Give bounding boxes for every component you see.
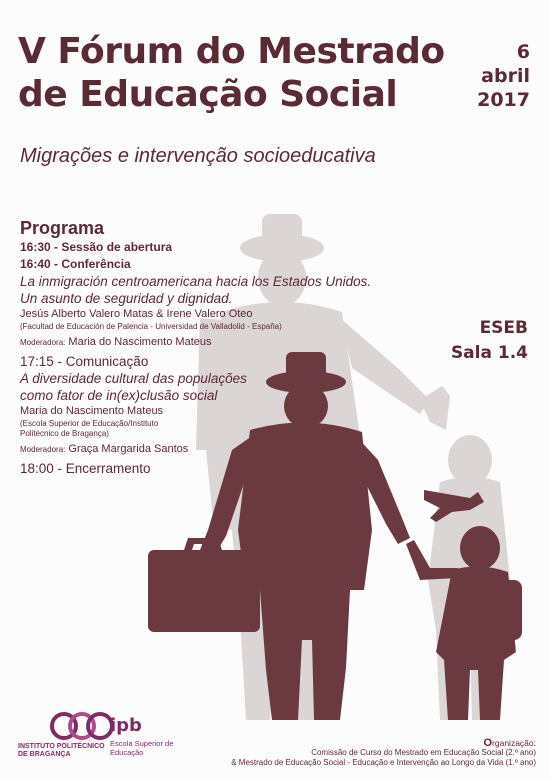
conference-title-line-1: La inmigración centroamericana hacia los Estados Unidos. bbox=[20, 274, 372, 289]
communication-title-line-2: como fator de in(ex)clusão social bbox=[20, 388, 218, 403]
conference-affiliation: (Facultad de Educación de Palencia - Universidad de Valladolid - España) bbox=[20, 322, 282, 331]
date-month: abril bbox=[481, 65, 530, 87]
program-item-opening: 16:30 - Sessão de abertura bbox=[20, 240, 173, 254]
organization-line-1: Comissão de Curso do Mestrado em Educação Social (2.º ano) bbox=[311, 748, 536, 757]
ipb-logo bbox=[18, 710, 208, 760]
organization-line-2: & Mestrado de Educação Social - Educação e Intervenção ao Longo da Vida (1.º ano) bbox=[231, 758, 536, 767]
communication-affiliation-line-2: Politécnico de Bragança) bbox=[20, 429, 109, 438]
conference-moderator bbox=[20, 335, 420, 350]
organization-credits bbox=[231, 738, 536, 768]
program-heading: Programa bbox=[20, 218, 105, 238]
logo-school-name: Escola Superior de Educação bbox=[110, 739, 174, 757]
logo-acronym: ipb bbox=[110, 715, 142, 736]
date-day: 6 bbox=[516, 41, 530, 63]
program-item-conference: 16:40 - Conferência bbox=[20, 257, 131, 271]
conference-moderator-name: Maria do Nascimento Mateus bbox=[68, 336, 212, 348]
title-line-2: de Educação Social bbox=[18, 74, 398, 115]
communication-moderator bbox=[20, 442, 420, 457]
conference-speakers: Jesús Alberto Valero Matas & Irene Valero Oteo bbox=[20, 308, 253, 320]
logo-institute-line-2: DE BRAGANÇA bbox=[18, 751, 71, 758]
poster-subtitle: Migrações e intervenção socioeducativa bbox=[20, 145, 376, 167]
communication-moderator-name: Graça Margarida Santos bbox=[68, 443, 189, 455]
organization-heading-rest: rganização: bbox=[492, 738, 536, 748]
venue-room: Sala 1.4 bbox=[450, 343, 528, 363]
event-venue bbox=[451, 316, 528, 366]
poster-title bbox=[18, 30, 445, 116]
date-year: 2017 bbox=[477, 89, 530, 111]
organization-heading-initial: O bbox=[483, 737, 493, 749]
program-item-communication: 17:15 - Comunicação bbox=[20, 354, 149, 369]
event-date bbox=[477, 40, 530, 112]
communication-title-line-1: A diversidade cultural das populações bbox=[20, 371, 247, 386]
conference-moderator-label: Moderadora: bbox=[20, 338, 66, 347]
organization-heading bbox=[231, 738, 536, 748]
venue-building: ESEB bbox=[479, 318, 528, 338]
title-line-1: V Fórum do Mestrado bbox=[18, 31, 445, 72]
program-section bbox=[20, 217, 420, 477]
logo-institute-name bbox=[18, 743, 105, 759]
program-item-closing: 18:00 - Encerramento bbox=[20, 461, 151, 476]
communication-affiliation-line-1: (Escola Superior de Educação/Instituto bbox=[20, 419, 159, 428]
logo-institute-line-1: INSTITUTO POLITÉCNICO bbox=[18, 743, 105, 750]
communication-moderator-label: Moderadora: bbox=[20, 445, 66, 454]
conference-title-line-2: Un asunto de seguridad y dignidad. bbox=[20, 291, 233, 306]
communication-speaker: Maria do Nascimento Mateus bbox=[20, 405, 164, 417]
